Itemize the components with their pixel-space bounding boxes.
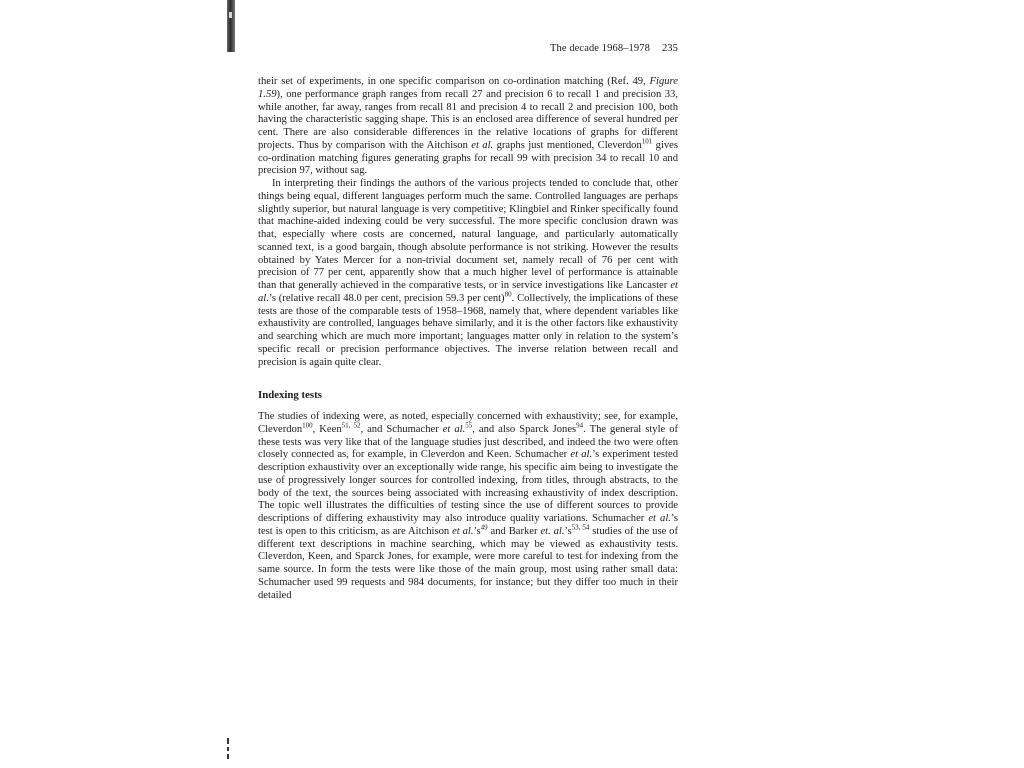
text-run: graphs just mentioned, Cleverdon xyxy=(493,139,642,151)
italic-text: et. al. xyxy=(540,525,565,537)
running-head xyxy=(550,43,678,54)
text-run: In interpreting their findings the authors of the various projects tended to conclude that, other things being equal, different languages perform much the same. Controlled languages are perhaps slightly superior, but natural language is very competitive; Klingbiel and Rinker specifically found that machine-aided indexing could be very successful. The more specific conclusion drawn was that, especially where costs are concerned, natural language, and particularly automatically scanned text, is a good bargain, though absolute performance is not striking. However the results obtained by Yates Mercer for a non-trivial document set, namely recall of 76 per cent with precision of 77 per cent, apparently show that a much higher level of performance is attainable than that generally achieved in the comparative tests, or in service investigations like Lancaster xyxy=(258,178,678,291)
scan-edge-mark xyxy=(229,12,232,18)
scan-bottom-artifact xyxy=(227,738,233,764)
scan-edge-artifact xyxy=(227,0,235,52)
citation-superscript: 49 xyxy=(480,523,488,532)
text-run: ’s xyxy=(564,525,572,537)
body-text xyxy=(258,76,678,602)
paragraph xyxy=(258,76,678,178)
running-title: The decade 1968–1978 xyxy=(549,43,650,54)
text-run: their set of experiments, in one specific comparison on co-ordination matching (Ref. 49, xyxy=(258,76,650,87)
citation-superscript: 53, 54 xyxy=(571,523,590,532)
text-run: studies of the use of different text descriptions in machine searching, which may be viewed as exhaustivity tests. Cleverdon, Keen, and Sparck Jones, for example, were more careful to test for indexing from the same source. In form the tests were like those of the main group, most using rather small data: Schumacher used 99 requests and 984 documents, for instance; but they differ too much in their detailed xyxy=(258,525,678,601)
text-run: . Collectively, the implications of these tests are those of the comparable tests of 1958–1968, namely that, where dependent variables like exhaustivity are controlled, languages behave similarly, and it is the other factors like exhaustivity and searching which are much more important; languages matter only in relation to the system’s specific recall or precision performance objectives. The inverse relation between recall and precision is again quite clear. xyxy=(258,292,678,368)
citation-superscript: 101 xyxy=(641,137,653,146)
paragraph xyxy=(258,178,678,369)
italic-text: et al. xyxy=(442,423,466,435)
text-run: , and Schumacher xyxy=(360,423,443,435)
text-run: ’s (relative recall 48.0 per cent, precision 59.3 per cent) xyxy=(268,292,505,304)
italic-text: et al. xyxy=(452,525,474,537)
italic-text: et al. xyxy=(471,139,494,151)
citation-superscript: 51, 52 xyxy=(341,421,361,430)
book-page xyxy=(258,40,678,740)
text-run: ’s test is open to this criticism, as are Aitchison xyxy=(258,513,678,537)
text-run: . The general style of these tests was very like that of the language studies just described, and indeed the two were often closely connected as, for example, in Cleverdon and Keen. Schumacher xyxy=(258,423,679,461)
text-run: The studies of indexing were, as noted, especially concerned with exhaustivity; see, for example, Cleverdon xyxy=(258,411,678,435)
text-run: ’s experiment tested description exhaustivity over an exceptionally wide range, his specific aim being to investigate the use of progressively longer sources for controlled indexing, from titles, through abstracts, to the body of the text, the sources being associated with increasing exhaustivity of index description. The topic well illustrates the difficulties of testing since the use of different sources to provide descriptions of differing exhaustivity may also introduce quality variations. Schumacher xyxy=(258,449,678,524)
italic-text: et al. xyxy=(570,449,593,461)
text-run: and Barker xyxy=(487,525,541,537)
italic-text: et al. xyxy=(258,280,678,304)
text-run: , and also Sparck Jones xyxy=(472,423,577,435)
page-number: 235 xyxy=(661,43,678,54)
citation-superscript: 100 xyxy=(302,421,313,430)
citation-superscript: 80 xyxy=(504,290,512,299)
text-run: gives co-ordination matching figures generating graphs for recall 99 with precision 34 to recall 10 and precision 97, without sag. xyxy=(258,139,679,177)
text-run: ’s xyxy=(473,525,481,537)
text-run: ), one performance graph ranges from recall 27 and precision 6 to recall 1 and precision 33, while another, far away, ranges from recall 81 and precision 4 to recall 2 and precision 100, both having the characteristic sagging shape. This is an enclosed area difference of several hundred per cent. There are also considerable differences in the relative locations of graphs for different projects. Thus by comparison with the Aitchison xyxy=(258,88,678,151)
paragraph xyxy=(258,411,678,602)
text-run: , Keen xyxy=(312,423,342,435)
italic-text: Figure 1.59 xyxy=(258,76,678,100)
italic-text: et al. xyxy=(648,513,671,524)
section-heading: Indexing tests xyxy=(258,389,322,402)
citation-superscript: 55 xyxy=(465,421,473,430)
citation-superscript: 94 xyxy=(576,421,584,430)
